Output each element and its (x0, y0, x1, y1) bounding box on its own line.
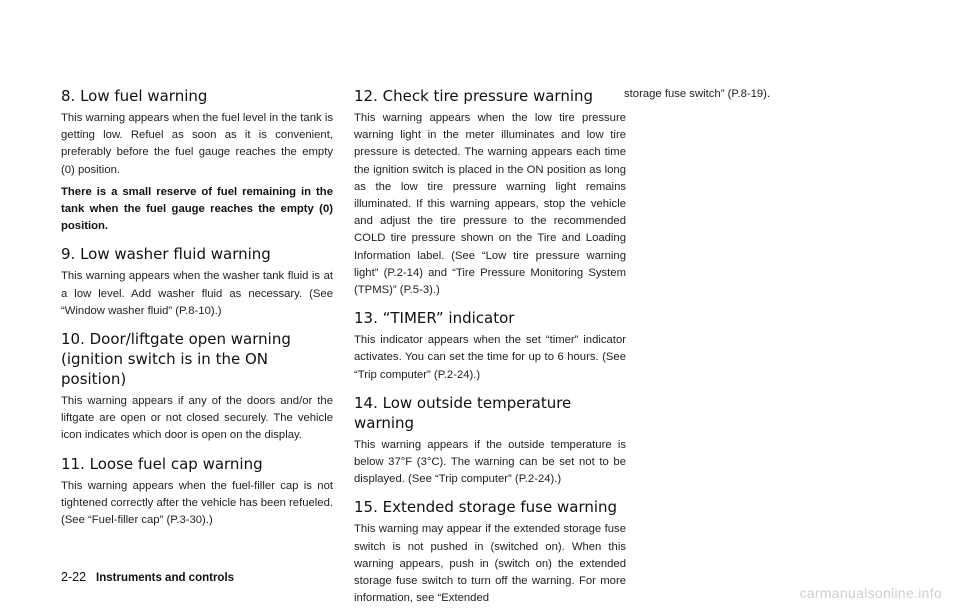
paragraph-low-fuel-reserve: There is a small reserve of fuel remaining in the tank when the fuel gauge reaches the empty (0) position. (61, 185, 333, 233)
page-footer (61, 570, 234, 584)
heading-low-fuel-warning: 8. Low fuel warning (61, 87, 208, 105)
paragraph-door-liftgate-open: This warning appears if any of the doors and/or the liftgate are open or not closed securely. The vehicle icon indicates which door is open on the display. (61, 395, 333, 442)
heading-low-washer-fluid-warning: 9. Low washer fluid warning (61, 245, 271, 264)
paragraph-low-fuel: This warning appears when the fuel level in the tank is getting low. Refuel as soon as it is convenient, preferably before the fuel gauge reaches the empty (0) position. (61, 112, 333, 176)
heading-timer-indicator: 13. “TIMER” indicator (354, 309, 515, 328)
heading-extended-storage-fuse-warning: 15. Extended storage fuse warning (354, 498, 618, 517)
heading-low-outside-temperature-warning: 14. Low outside temperature warning (354, 393, 572, 432)
paragraph-extended-storage-fuse-continued: storage fuse switch” (P.8-19). (624, 88, 771, 100)
paragraph-timer-indicator: This indicator appears when the set “timer” indicator activates. You can set the time for up to 6 hours. (See “Trip computer” (P.2-24).) (354, 334, 626, 381)
heading-door-liftgate-open-warning: 10. Door/liftgate open warning (ignition switch is in the ON position) (61, 330, 291, 389)
column-left (61, 86, 333, 534)
paragraph-check-tire-pressure: This warning appears when the low tire pressure warning light in the meter illuminates and low tire pressure is detected. The warning appears each time the ignition switch is placed in the ON position as long as the low tire pressure warning light remains illuminated. If this warning appears, stop the vehicle and adjust the tire pressure to the recommended COLD tire pressure shown on the Tire and Loading Information label. (See “Low tire pressure warning light” (P.2-14) and “Tire Pressure Monitoring System (TPMS)” (P.5-3).) (354, 112, 626, 297)
paragraph-low-washer-fluid: This warning appears when the washer tank fluid is at a low level. Add washer fluid as necessary. (See “Window washer fluid” (P.8-10).) (61, 270, 333, 317)
section-name: Instruments and controls (96, 572, 235, 584)
paragraph-low-outside-temperature: This warning appears if the outside temperature is below 37°F (3°C). The warning can be set not to be displayed. (See “Trip computer” (P.2-24).) (354, 438, 626, 486)
paragraph-extended-storage-fuse: This warning may appear if the extended storage fuse switch is not pushed in (switched on). When this warning appears, push in (switch on) the extended storage fuse switch to turn off the warning. For more information, see “Extended (354, 523, 626, 605)
watermark: carmanualsonline.info (799, 585, 942, 601)
column-middle (354, 86, 626, 612)
heading-check-tire-pressure-warning: 12. Check tire pressure warning (354, 87, 594, 105)
page-number: 2-22 (61, 570, 87, 584)
paragraph-loose-fuel-cap: This warning appears when the fuel-filler cap is not tightened correctly after the vehicle has been refueled. (See “Fuel-filler cap” (P.3-30).) (61, 479, 333, 527)
heading-loose-fuel-cap-warning: 11. Loose fuel cap warning (61, 454, 263, 473)
column-right (624, 86, 896, 108)
